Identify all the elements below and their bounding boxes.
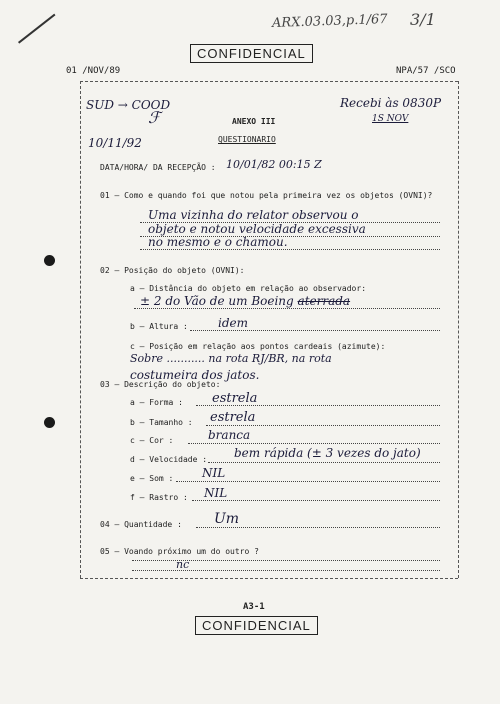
confidential-stamp-bottom: CONFIDENCIAL (195, 616, 318, 635)
q03-item-e-value: NIL (202, 466, 226, 480)
q03-item-a-dotline (196, 405, 440, 406)
q03-item-f-dotline (192, 500, 440, 501)
document-date: 01 /NOV/89 (66, 66, 121, 76)
q03-item-b-value: estrela (210, 410, 256, 425)
question-02c-label: c – Posição em relação aos pontos cardeais (azimute): (130, 342, 386, 351)
page-code: A3-1 (243, 602, 265, 612)
form-border-right (458, 81, 459, 578)
q01-answer-line-2: objeto e notou velocidade excessiva (148, 222, 366, 236)
q03-item-d-dotline (208, 462, 440, 463)
q03-item-d-value: bem rápida (± 3 vezes do jato) (234, 446, 421, 460)
punch-hole-bottom (44, 417, 55, 428)
q03-item-f-label: f – Rastro : (130, 493, 188, 502)
q02a-dotline (134, 308, 440, 309)
q02c-answer-line-2: costumeira dos jatos. (130, 368, 260, 382)
question-05-label: 05 – Voando próximo um do outro ? (100, 547, 259, 556)
form-title: QUESTIONARIO (218, 135, 276, 144)
question-01-label: 01 – Como e quando foi que notou pela primeira vez os objetos (OVNI)? (100, 191, 433, 200)
q02b-dotline (190, 330, 440, 331)
q04-dotline (196, 527, 440, 528)
question-02a-label: a – Distância do objeto em relação ao observador: (130, 284, 367, 293)
q03-item-a-value: estrela (212, 391, 258, 406)
q03-item-a-label: a – Forma : (130, 398, 183, 407)
form-border-top (80, 81, 458, 82)
document-reference: NPA/57 /SCO (396, 66, 456, 76)
routing-note: SUD → COOD (86, 98, 171, 112)
q05-value: nc (176, 558, 190, 571)
side-date: 10/11/92 (88, 136, 142, 150)
q03-item-e-label: e – Som : (130, 474, 174, 483)
q03-item-f-value: NIL (204, 486, 228, 500)
datetime-label: DATA/HORA/ DA RECEPÇÃO : (100, 163, 216, 172)
datetime-value: 10/01/82 00:15 Z (226, 158, 322, 171)
q03-item-b-dotline (206, 425, 440, 426)
question-02b-label: b – Altura : (130, 322, 188, 331)
q02a-answer-text: ± 2 do Vão de um Boeing (140, 294, 294, 308)
received-note: Recebi às 0830P (340, 96, 442, 110)
q02c-answer-line-1: Sobre ........... na rota RJ/BR, na rota (130, 352, 332, 365)
page-fraction: 3/1 (410, 10, 436, 29)
q02b-answer: idem (218, 316, 248, 330)
received-date: 1S NOV (372, 114, 409, 124)
question-02-label: 02 – Posição do objeto (OVNI): (100, 266, 245, 275)
q03-item-c-label: c – Cor : (130, 436, 174, 445)
annex-heading: ANEXO III (232, 117, 276, 126)
form-border-left (80, 81, 81, 578)
q03-item-b-label: b – Tamanho : (130, 418, 193, 427)
q01-dotline-3 (140, 249, 440, 250)
q01-answer-line-3: no mesmo e o chamou. (148, 235, 288, 249)
form-border-bottom (80, 578, 458, 579)
question-01 (100, 190, 450, 201)
q03-item-c-dotline (188, 443, 440, 444)
corner-fold-mark (18, 14, 55, 44)
q05-dotline-2 (132, 570, 440, 571)
confidential-stamp-top: CONFIDENCIAL (190, 44, 313, 63)
punch-hole-top (44, 255, 55, 266)
q04-value: Um (214, 511, 240, 527)
q02a-struck-text: aterrada (297, 294, 351, 308)
initials-signature: ℱ (148, 108, 161, 127)
archive-reference: ARX.03.03,p.1/67 (271, 11, 388, 32)
q01-answer-line-1: Uma vizinha do relator observou o (148, 208, 359, 222)
q03-item-d-label: d – Velocidade : (130, 455, 208, 464)
question-03-label: 03 – Descrição do objeto: (100, 380, 221, 389)
q02a-answer (140, 294, 350, 308)
question-04-label: 04 – Quantidade : (100, 520, 182, 529)
q03-item-e-dotline (176, 481, 440, 482)
q03-item-c-value: branca (208, 428, 251, 442)
